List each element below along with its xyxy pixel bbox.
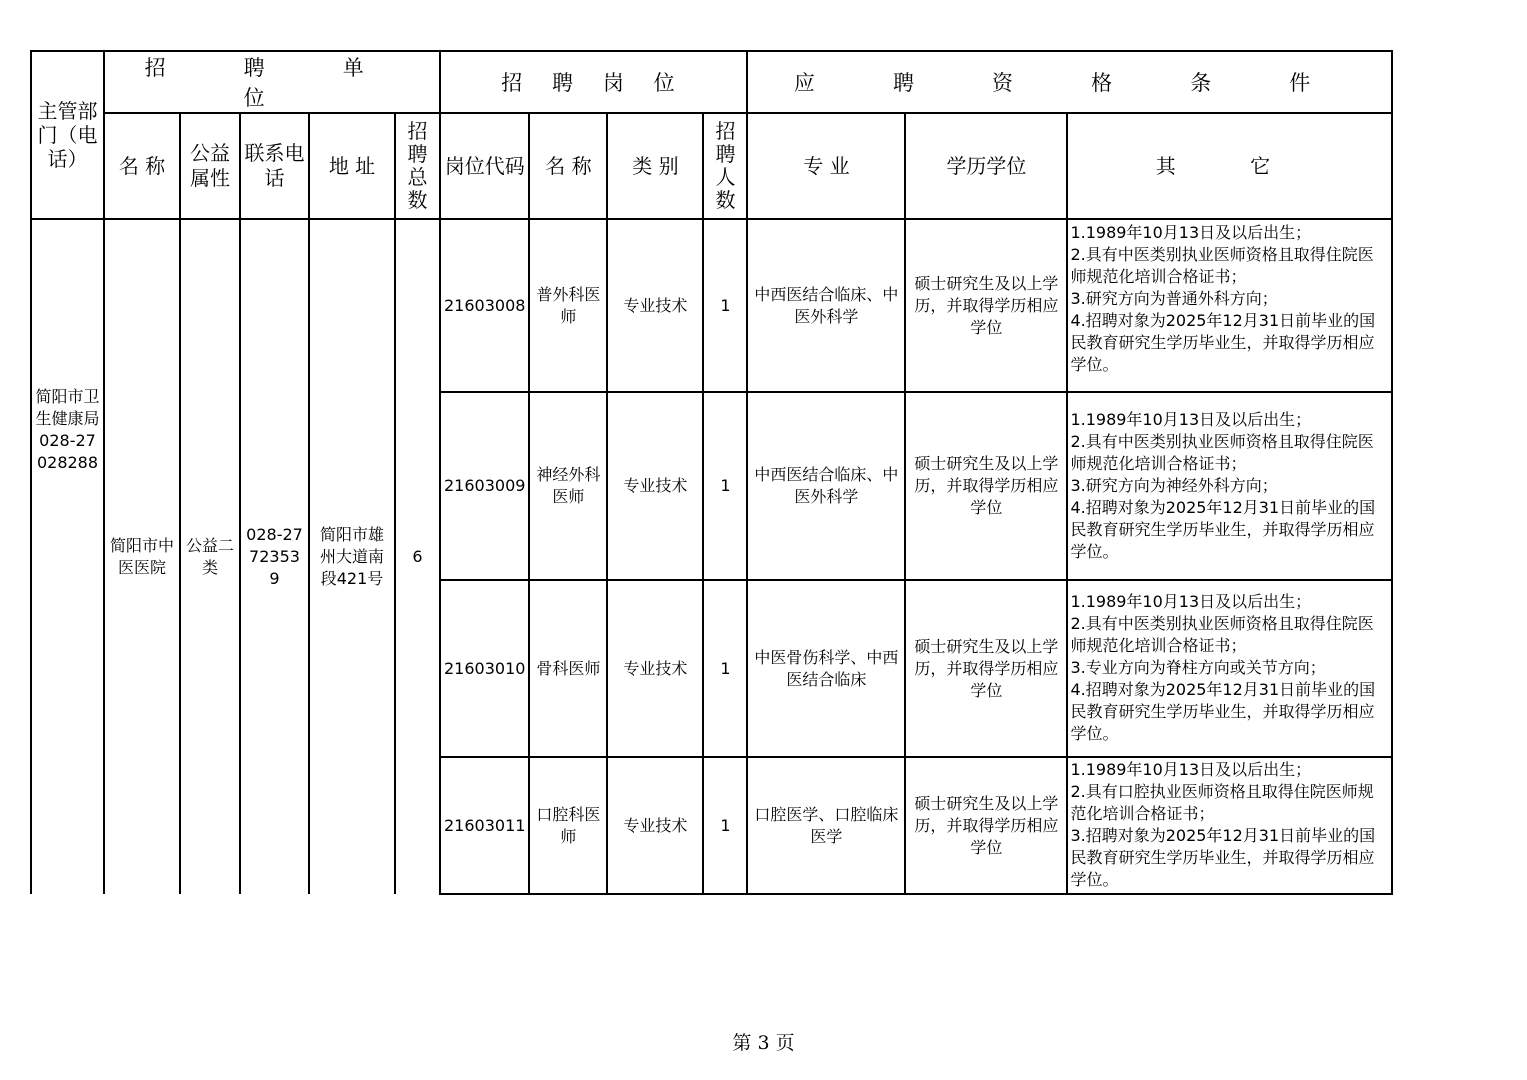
other-item: 4.招聘对象为2025年12月31日前毕业的国民教育研究生学历毕业生，并取得学历相应学位。 (1070, 311, 1376, 374)
header-other: 其 它 (1067, 113, 1392, 219)
post-other (1067, 219, 1392, 392)
unit-phone: 028-27723539 (240, 219, 309, 894)
header-major: 专 业 (747, 113, 905, 219)
post-degree: 硕士研究生及以上学历，并取得学历相应学位 (905, 580, 1067, 757)
header-post-code: 岗位代码 (440, 113, 529, 219)
post-major: 口腔医学、口腔临床医学 (747, 757, 905, 894)
other-item: 2.具有中医类别执业医师资格且取得住院医师规范化培训合格证书； (1070, 432, 1374, 473)
post-major: 中医骨伤科学、中西医结合临床 (747, 580, 905, 757)
post-degree: 硕士研究生及以上学历，并取得学历相应学位 (905, 757, 1067, 894)
dept-phone: 028-27028288 (36, 431, 99, 472)
unit-address: 简阳市雄州大道南段421号 (309, 219, 395, 894)
header-unit-name: 名 称 (104, 113, 180, 219)
unit-name: 简阳市中医医院 (104, 219, 180, 894)
header-degree: 学历学位 (905, 113, 1067, 219)
post-degree: 硕士研究生及以上学历，并取得学历相应学位 (905, 392, 1067, 580)
post-count: 1 (703, 219, 747, 392)
other-item: 1.1989年10月13日及以后出生； (1070, 760, 1312, 779)
header-unit-attr: 公益属性 (180, 113, 240, 219)
other-item: 2.具有口腔执业医师资格且取得住院医师规范化培训合格证书； (1070, 782, 1374, 823)
header-post-group: 招 聘 岗 位 (440, 51, 747, 113)
post-type: 专业技术 (607, 392, 703, 580)
post-type: 专业技术 (607, 219, 703, 392)
unit-attr: 公益二类 (180, 219, 240, 894)
post-other (1067, 580, 1392, 757)
other-item: 4.招聘对象为2025年12月31日前毕业的国民教育研究生学历毕业生，并取得学历相应学位。 (1070, 680, 1376, 743)
other-item: 1.1989年10月13日及以后出生； (1070, 223, 1312, 242)
header-dept: 主管部门（电话） (31, 51, 104, 219)
post-count: 1 (703, 392, 747, 580)
other-item: 1.1989年10月13日及以后出生； (1070, 592, 1312, 611)
header-post-name: 名 称 (529, 113, 607, 219)
post-name: 神经外科医师 (529, 392, 607, 580)
other-item: 3.研究方向为神经外科方向； (1070, 476, 1278, 495)
header-unit-group: 招 聘 单 位 (104, 51, 440, 113)
post-name: 骨科医师 (529, 580, 607, 757)
dept-cell (31, 219, 104, 894)
header-unit-address: 地 址 (309, 113, 395, 219)
dept-name: 简阳市卫生健康局 (35, 387, 100, 428)
post-count: 1 (703, 757, 747, 894)
other-item: 1.1989年10月13日及以后出生； (1070, 410, 1312, 429)
post-code: 21603008 (440, 219, 529, 392)
post-count: 1 (703, 580, 747, 757)
header-unit-phone: 联系电话 (240, 113, 309, 219)
header-post-type: 类 别 (607, 113, 703, 219)
post-other (1067, 757, 1392, 894)
other-item: 4.招聘对象为2025年12月31日前毕业的国民教育研究生学历毕业生，并取得学历相应学位。 (1070, 498, 1376, 561)
header-unit-total: 招聘总数 (395, 113, 440, 219)
recruitment-table (30, 50, 1393, 895)
post-major: 中西医结合临床、中医外科学 (747, 392, 905, 580)
post-name: 普外科医师 (529, 219, 607, 392)
other-item: 2.具有中医类别执业医师资格且取得住院医师规范化培训合格证书； (1070, 245, 1374, 286)
unit-total: 6 (395, 219, 440, 894)
post-type: 专业技术 (607, 757, 703, 894)
table-row (31, 219, 1392, 392)
post-code: 21603010 (440, 580, 529, 757)
post-name: 口腔科医师 (529, 757, 607, 894)
post-code: 21603009 (440, 392, 529, 580)
post-code: 21603011 (440, 757, 529, 894)
post-other (1067, 392, 1392, 580)
post-major: 中西医结合临床、中医外科学 (747, 219, 905, 392)
other-item: 3.研究方向为普通外科方向； (1070, 289, 1278, 308)
page-number: 第 3 页 (732, 1032, 795, 1054)
header-post-count: 招聘人数 (703, 113, 747, 219)
header-requirement-group: 应 聘 资 格 条 件 (747, 51, 1392, 113)
other-item: 3.专业方向为脊柱方向或关节方向； (1070, 658, 1326, 677)
other-item: 3.招聘对象为2025年12月31日前毕业的国民教育研究生学历毕业生，并取得学历相应学位。 (1070, 826, 1376, 889)
post-degree: 硕士研究生及以上学历，并取得学历相应学位 (905, 219, 1067, 392)
other-item: 2.具有中医类别执业医师资格且取得住院医师规范化培训合格证书； (1070, 614, 1374, 655)
post-type: 专业技术 (607, 580, 703, 757)
